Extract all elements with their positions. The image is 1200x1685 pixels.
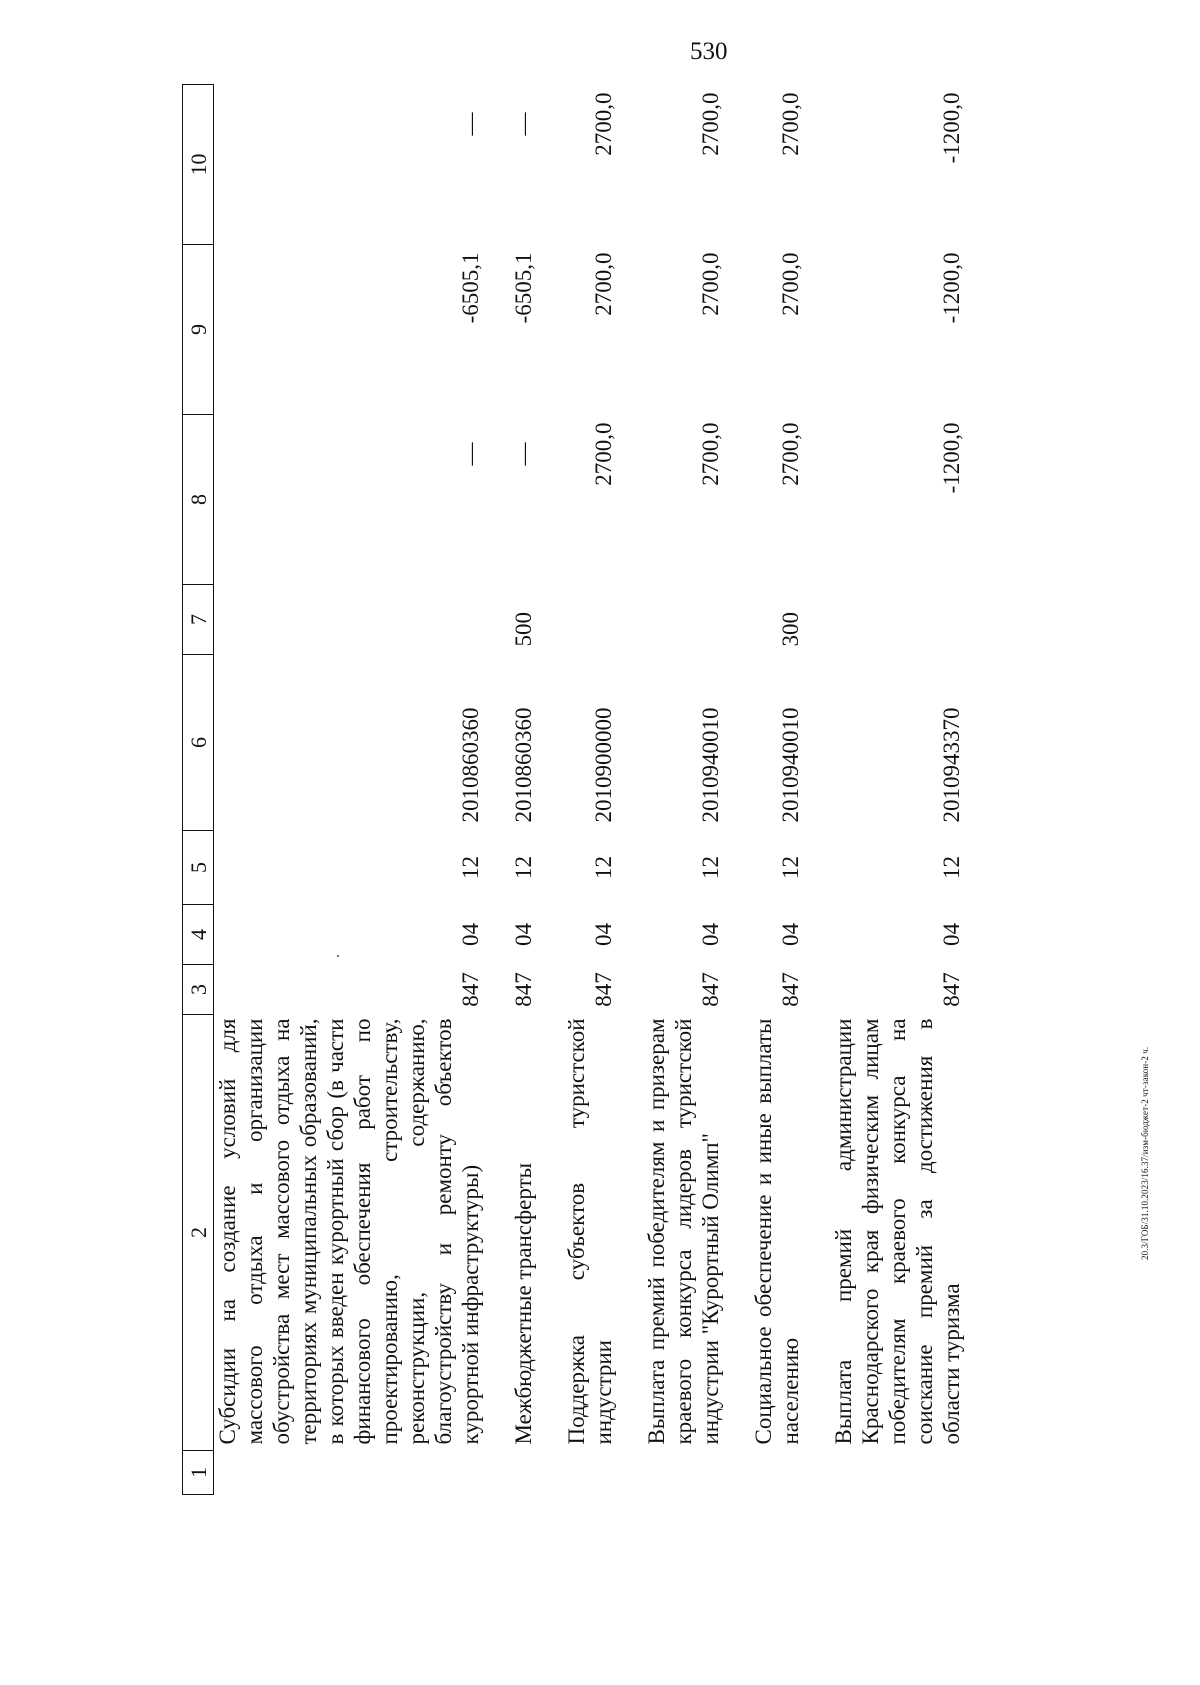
- amount-cell-8: -1200,0: [939, 422, 964, 494]
- code-cell: 847: [939, 972, 964, 1007]
- row-spacer: [484, 85, 510, 1495]
- subsection-cell: 12: [778, 856, 803, 879]
- description-cell: Поддержка субъектов туристской индустрии: [564, 1018, 616, 1445]
- code-cell: 847: [698, 972, 723, 1007]
- amount-cell-10: 2700,0: [778, 92, 803, 156]
- subsection-cell: 12: [458, 856, 483, 879]
- table-row: [510, 85, 537, 1495]
- section-cell: 04: [511, 923, 536, 946]
- expense-type-cell: 300: [778, 612, 803, 647]
- section-cell: 04: [778, 923, 803, 946]
- header-cell: 8: [183, 415, 214, 585]
- row-number-cell: [830, 1451, 965, 1495]
- amount-cell-10: -1200,0: [939, 92, 964, 164]
- amount-cell-8: 2700,0: [778, 422, 803, 486]
- header-cell: 1: [183, 1451, 214, 1495]
- amount-cell-10: 2700,0: [698, 92, 723, 156]
- expense-type-cell: [643, 585, 724, 655]
- target-article-cell: 2010860360: [458, 707, 483, 823]
- amount-cell-9: -1200,0: [939, 252, 964, 324]
- amount-cell-8: —: [458, 442, 483, 466]
- amount-cell-8: —: [511, 442, 536, 466]
- target-article-cell: 2010860360: [511, 707, 536, 823]
- code-cell: 847: [591, 972, 616, 1007]
- amount-cell-10: —: [511, 112, 536, 136]
- code-cell: 847: [778, 972, 803, 1007]
- page-number: 530: [690, 38, 728, 65]
- row-number-cell: [214, 1451, 485, 1495]
- row-number-cell: [563, 1451, 617, 1495]
- expense-type-cell: [830, 585, 965, 655]
- expense-type-cell: [214, 585, 485, 655]
- description-cell: Выплата премий победителям и призерам краевого конкурса лидеров туристской индустрии "Курортный Олимп": [644, 1018, 723, 1445]
- target-article-cell: 2010943370: [939, 707, 964, 823]
- section-cell: 04: [939, 923, 964, 946]
- amount-cell-10: 2700,0: [591, 92, 616, 156]
- row-spacer: [804, 85, 830, 1495]
- amount-cell-8: 2700,0: [698, 422, 723, 486]
- header-cell: 9: [183, 245, 214, 415]
- section-cell: 04: [698, 923, 723, 946]
- table-header-row: [183, 85, 214, 1495]
- subsection-cell: 12: [511, 856, 536, 879]
- description-cell: Выплата премий администрации Краснодарского края физическим лицам победителям краевого конкурса на соискание премий за достижения в области туризма: [831, 1018, 964, 1445]
- row-spacer: [617, 85, 643, 1495]
- table-row: [214, 85, 485, 1495]
- amount-cell-9: 2700,0: [778, 252, 803, 316]
- subsection-cell: 12: [939, 856, 964, 879]
- row-spacer: [537, 85, 563, 1495]
- row-spacer: [724, 85, 750, 1495]
- subsection-cell: 12: [591, 856, 616, 879]
- rotated-table-wrapper: [182, 85, 1122, 1495]
- table-row: [830, 85, 965, 1495]
- expense-type-cell: [563, 585, 617, 655]
- row-number-cell: [643, 1451, 724, 1495]
- amount-cell-9: -6505,1: [458, 252, 483, 324]
- table-row: [563, 85, 617, 1495]
- budget-table: [182, 84, 965, 1495]
- row-number-cell: [510, 1451, 537, 1495]
- code-cell: 847: [511, 972, 536, 1007]
- header-cell: 3: [183, 965, 214, 1015]
- expense-type-cell: 500: [511, 612, 536, 647]
- header-cell: 4: [183, 905, 214, 965]
- amount-cell-8: 2700,0: [591, 422, 616, 486]
- row-number-cell: [750, 1451, 804, 1495]
- header-cell: 2: [183, 1015, 214, 1451]
- section-cell: 04: [591, 923, 616, 946]
- target-article-cell: 2010900000: [591, 707, 616, 823]
- description-cell: Социальное обеспечение и иные выплаты населению: [751, 1018, 803, 1445]
- amount-cell-9: 2700,0: [698, 252, 723, 316]
- table-row: [750, 85, 804, 1495]
- header-cell: 7: [183, 585, 214, 655]
- header-cell: 10: [183, 85, 214, 245]
- target-article-cell: 2010940010: [698, 707, 723, 823]
- description-cell: Межбюджетные трансферты: [511, 1162, 536, 1445]
- amount-cell-9: 2700,0: [591, 252, 616, 316]
- footer-note: 20.3/ГОБ/31.10.2023/16.37/изм-бюджет-2 чт-закон-2 ч.: [1140, 1046, 1150, 1260]
- description-cell: Субсидии на создание условий для массового отдыха и организации обустройства мест массового отдыха на территориях муниципальных образований, в которых введен курортный сбор (в части финансового обеспечения работ по проектированию, строительству, реконструкции, содержанию, благоустройству и ремонту объектов курортной инфраструктуры): [215, 1018, 483, 1445]
- header-cell: 5: [183, 831, 214, 905]
- section-cell: 04: [458, 923, 483, 946]
- header-cell: 6: [183, 655, 214, 831]
- amount-cell-9: -6505,1: [511, 252, 536, 324]
- subsection-cell: 12: [698, 856, 723, 879]
- code-cell: 847: [458, 972, 483, 1007]
- table-row: [643, 85, 724, 1495]
- amount-cell-10: —: [458, 112, 483, 136]
- target-article-cell: 2010940010: [778, 707, 803, 823]
